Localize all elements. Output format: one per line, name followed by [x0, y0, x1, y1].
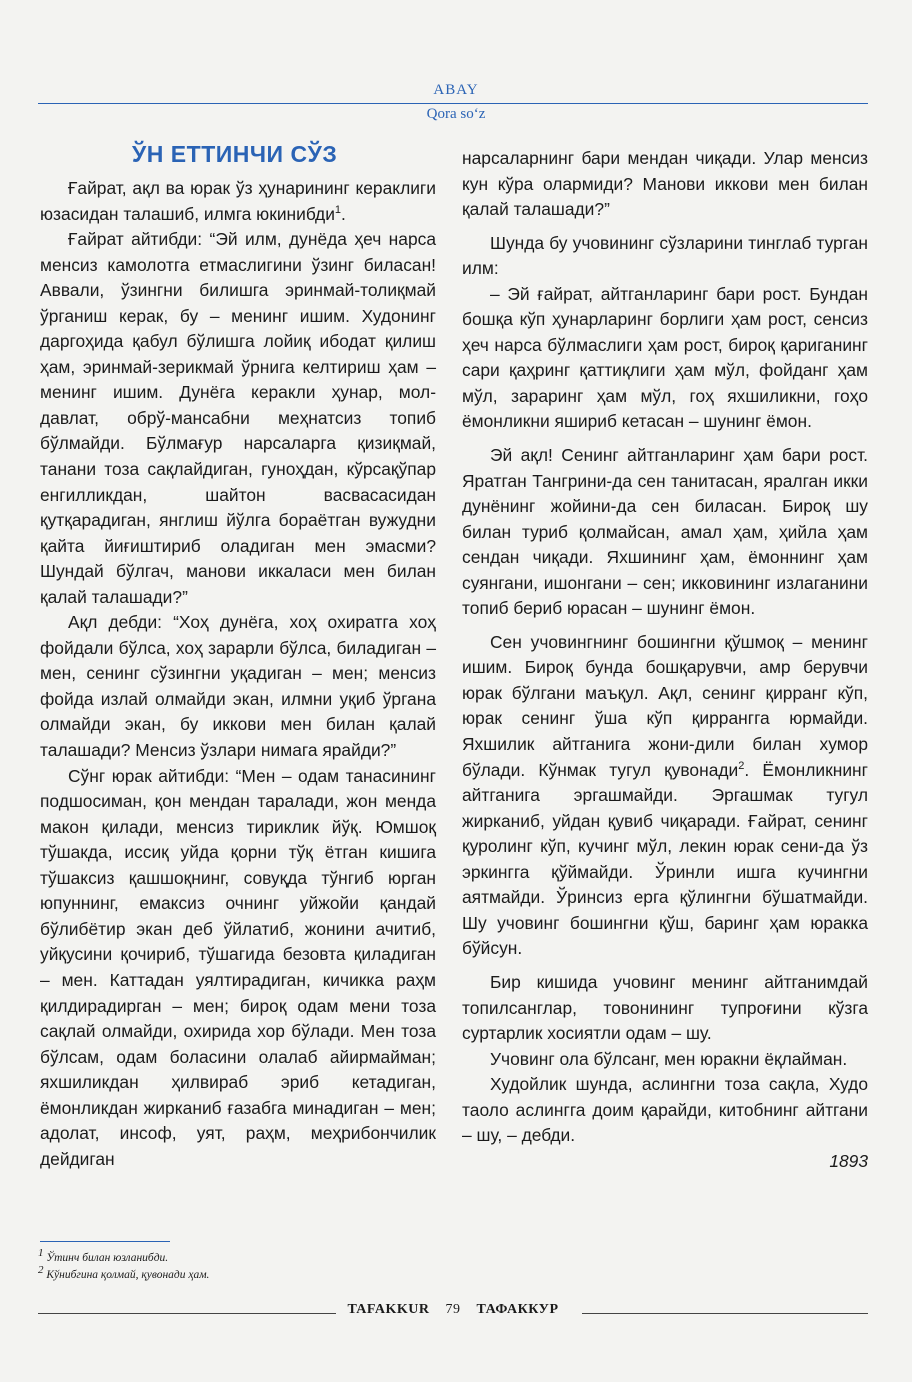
- paragraph: Худойлик шунда, аслингни тоза сақла, Худо таоло аслингга доим қарайди, китобнинг айтгани – шу, – дебди.: [462, 1074, 868, 1146]
- footer-labels: [38, 1302, 868, 1318]
- page-footer: [38, 1302, 868, 1324]
- page-number: 79: [445, 1302, 461, 1317]
- article-title: ЎН ЕТТИНЧИ СЎЗ: [132, 141, 338, 167]
- footer-right-label: ТАФАККУР: [476, 1302, 559, 1317]
- paragraph: Шунда бу учовининг сўзларини тинглаб турган илм:: [462, 232, 868, 279]
- header-rule: [38, 103, 868, 104]
- paragraph: Учовинг ола бўлсанг, мен юракни ёқлайман.: [490, 1048, 848, 1069]
- article-year: 1893: [829, 1150, 868, 1171]
- paragraph: – Эй ғайрат, айтганларинг бари рост. Бундан бошқа кўп ҳунарларинг борлиги ҳам рост, сенсиз ҳеч нарса бўлмаслиги ҳам рост, бироқ қариганинг сари қаҳринг қаттиқлиги ҳам мўл, фойданг ҳам мўл, зараринг ҳам мўл, гоҳ яхшиликни, гоҳо ёмонликни яшириб кетасан – шунинг ёмон.: [462, 283, 868, 432]
- header-subtitle: Qora so‘z: [426, 106, 486, 122]
- footnote-ref: 2: [738, 759, 745, 772]
- footnote-ref: 1: [334, 203, 342, 216]
- paragraph: Бир кишида учовинг менинг айтганимдай топилсанглар, товонининг тупроғини кўзга суртарлик хосиятли одам – шу.: [462, 971, 868, 1044]
- footer-left-label: TAFAKKUR: [347, 1302, 430, 1317]
- paragraph: Ғайрат, ақл ва юрак ўз ҳунарининг кераклиги юзасидан талашиб, илмга юкинибди$^1$.: [40, 178, 436, 224]
- footnotes: [38, 1247, 438, 1284]
- paragraph: Ақл дебди: “Хоҳ дунёга, хоҳ охиратга хоҳ фойдали бўлса, хоҳ зарарли бўлса, биладиган – мен, сенинг сўзингни уқадиган – мен; менсиз фойда излай олмайди экан, илмни уқиб ўргана олмайди экан, бу иккови мен билан қалай талашади? Менсиз ўзлари нимага ярайди?”: [40, 612, 436, 761]
- footnote-item: $^2$ Кўнибгина қолмай, қувонади ҳам.: [38, 1264, 210, 1281]
- footnote-rule: [40, 1241, 170, 1242]
- header-author: ABAY: [433, 82, 479, 98]
- left-column: [40, 140, 436, 1172]
- right-column: [462, 146, 868, 1174]
- footnote-item: $^1$ Ўтинч билан юзланибди.: [38, 1247, 169, 1264]
- paragraph: Сўнг юрак айтибди: “Мен – одам танасининг подшосиман, қон мендан таралади, жон менда макон қилади, менсиз тириклик йўқ. Юмшоқ тўшакда, иссиқ уйда қорни тўқ ётган кишига тўшаксиз қашшоқнинг, совуқда тўнгиб юрган юпуннинг, емаксиз очнинг уйжойи қандай бўлибётир экан деб ўйлатиб, жонини ачитиб, уйқусини қочириб, тўшагида безовта қиладиган – мен. Каттадан уялтирадиган, кичикка раҳм қилдирадирган – мен; бироқ одам мени тоза сақлай олмайди, охирида хор бўлади. Мен тоза бўлсам, одам боласини олалаб айирмайман; яхшиликдан ҳилвираб эриб кетадиган, ёмонликдан жирканиб ғазабга минадиган – мен; адолат, инсоф, уят, раҳм, меҳрибончилик дейдиган: [40, 765, 436, 1169]
- paragraph: Эй ақл! Сенинг айтганларинг ҳам бари рост. Яратган Тангрини-да сен танитасан, яралган икки дунёнинг жойини-да сен биласан. Бироқ шу билан туриб қолмайсан, амал ҳам, ҳийла ҳам сендан чиқади. Яхшининг ҳам, ёмоннинг ҳам суянгани, ишонгани – сен; икковининг излаганини топиб бериб юрасан – шунинг ёмон.: [462, 445, 868, 619]
- paragraph: Сен учовингнинг бошингни қўшмоқ – менинг ишим. Бироқ бунда бошқарувчи, амр берувчи юрак бўлгани маъқул. Ақл, сенинг қирранг кўп, юрак сенинг ўша кўп қиррангга юрмайди. Яхшилик айтганига жони-дили билан хумор бўлади. Кўнмак тугул қувонади$^2$. Ёмонликнинг айтганига эргашмайди. Эргашмак тугул жирканиб, уйдан қувиб чиқаради. Ғайрат, сенинг қуролинг кўп, кучинг мўл, лекин юрак сени-да ўз эркингга қўймайди. Ўринли ишга кучингни аятмайди. Ўринсиз ерга қўлингни бўшатмайди. Шу учовинг бошингни қўш, баринг ҳам юракка бўйсун.: [462, 631, 868, 959]
- paragraph: Ғайрат айтибди: “Эй илм, дунёда ҳеч нарса менсиз камолотга етмаслигини ўзинг биласан! Аввали, ўзингни билишга эринмай-толиқмай ўрганиш керак, бу – менинг ишим. Худонинг даргоҳида қабул бўлишга лойиқ ибодат қилиш ҳам, эринмай-зерикмай ўрнига келтириш ҳам – менинг ишим. Дунёга керакли ҳунар, мол-давлат, обрў-мансабни меҳнатсиз топиб бўлмайди. Бўлмағур нарсаларга қизиқмай, танани тоза сақлайдиган, гуноҳдан, кўрсақўпар енгилликдан, шайтон васвасасидан қутқарадиган, янглиш йўлга бораётган вужудни қайта йиғиштириб оладиган мен эмасми? Шундай бўлгач, манови иккаласи мен билан қалай талашади?”: [40, 229, 436, 607]
- paragraph: нарсаларнинг бари мендан чиқади. Улар менсиз кун кўра олармиди? Манови иккови мен билан қалай талашади?”: [462, 148, 868, 220]
